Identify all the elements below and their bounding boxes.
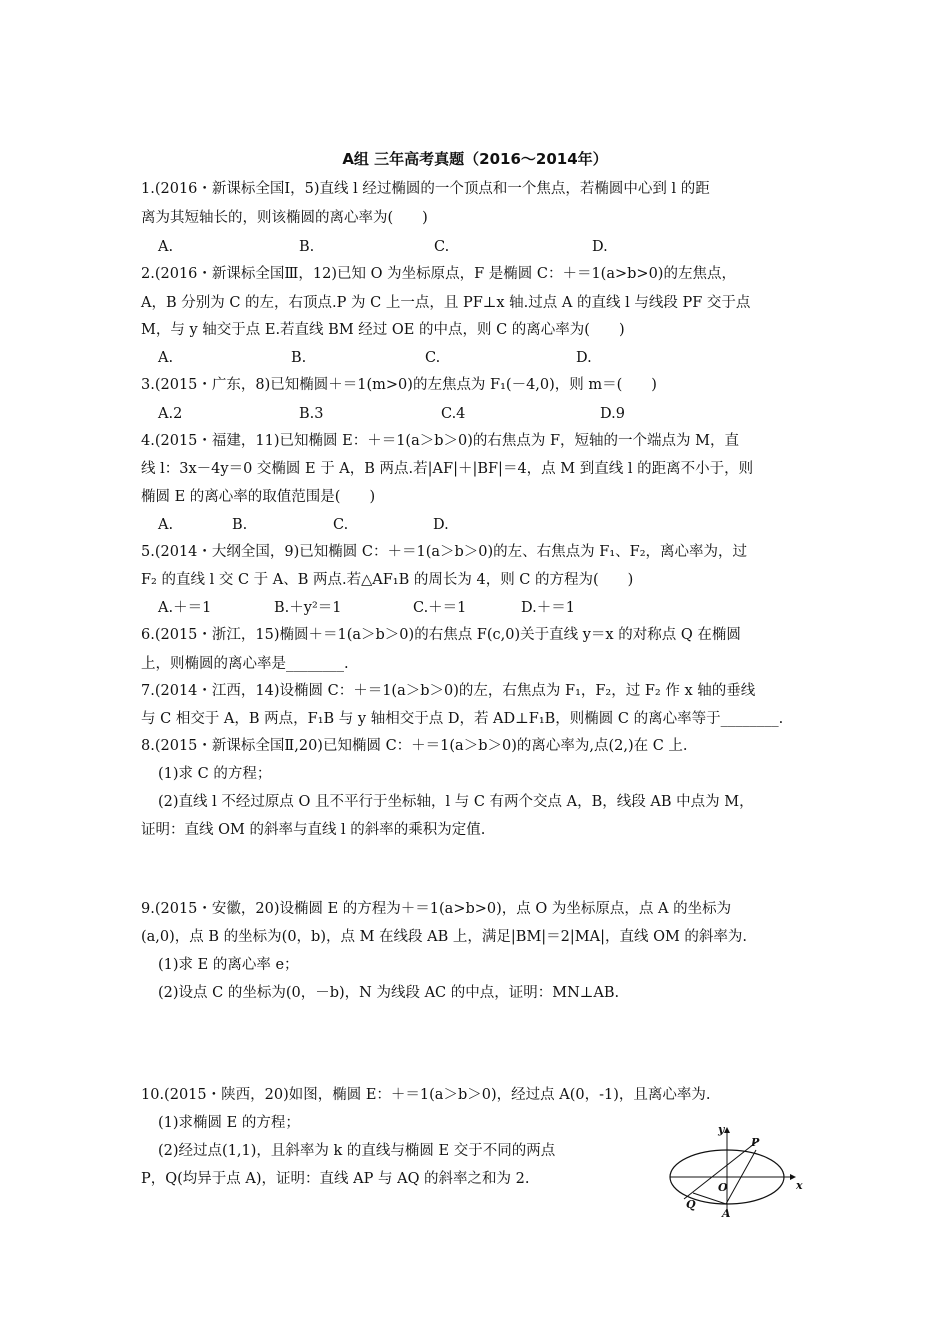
problem-7-line-1: 7.(2014・江西，14)设椭圆 C：＋＝1(a＞b＞0)的左，右焦点为 F₁，F₂，过 F₂ 作 x 轴的垂线: [141, 683, 756, 699]
problem-9-part-1: (1)求 E 的离心率 e；: [158, 957, 299, 973]
ellipse-diagram: [668, 1120, 808, 1220]
problem-3-option-c: C.4: [441, 406, 466, 422]
problem-3-option-a: A.2: [158, 406, 183, 422]
problem-1-option-b: B.: [299, 239, 315, 255]
ellipse-figure: [668, 1120, 808, 1220]
y-axis-arrow: [724, 1127, 730, 1133]
problem-9-line-2: (a,0)，点 B 的坐标为(0，b)，点 M 在线段 AB 上，满足|BM|＝2|MA|，直线 OM 的斜率为.: [141, 929, 748, 945]
problem-10-line-1: 10.(2015・陕西，20)如图，椭圆 E：＋＝1(a＞b＞0)，经过点 A(0，-1)，且离心率为.: [141, 1087, 711, 1103]
problem-4-line-3: 椭圆 E 的离心率的取值范围是( ): [141, 489, 376, 505]
problem-1-line-2: 离为其短轴长的，则该椭圆的离心率为( ): [141, 210, 428, 226]
problem-4-option-b: B.: [232, 517, 248, 533]
problem-2-line-1: 2.(2016・新课标全国Ⅲ，12)已知 O 为坐标原点，F 是椭圆 C：＋＝1(a>b>0)的左焦点，: [141, 266, 736, 282]
problem-6-line-1: 6.(2015・浙江，15)椭圆＋＝1(a＞b＞0)的右焦点 F(c,0)关于直线 y＝x 的对称点 Q 在椭圆: [141, 627, 741, 643]
problem-7-line-2: 与 C 相交于 A，B 两点，F₁B 与 y 轴相交于点 D，若 AD⊥F₁B，则椭圆 C 的离心率等于________.: [141, 711, 784, 727]
problem-4-line-1: 4.(2015・福建，11)已知椭圆 E：＋＝1(a＞b＞0)的右焦点为 F，短轴的一个端点为 M，直: [141, 433, 740, 449]
problem-1-option-d: D.: [592, 239, 608, 255]
problem-1-option-a: A.: [158, 239, 174, 255]
problem-6-line-2: 上，则椭圆的离心率是________.: [141, 656, 349, 672]
problem-8-line-1: 8.(2015・新课标全国Ⅱ,20)已知椭圆 C：＋＝1(a＞b＞0)的离心率为,点(2,)在 C 上.: [141, 738, 688, 754]
problem-2-option-d: D.: [576, 350, 592, 366]
problem-10-line-4: P，Q(均异于点 A)，证明：直线 AP 与 AQ 的斜率之和为 2.: [141, 1171, 530, 1187]
problem-2-option-c: C.: [425, 350, 441, 366]
problem-5-option-a: A.＋＝1: [158, 600, 212, 616]
problem-3-line-1: 3.(2015・广东，8)已知椭圆＋＝1(m>0)的左焦点为 F₁(－4,0)，则 m＝( ): [141, 377, 657, 393]
problem-1-option-c: C.: [434, 239, 450, 255]
problem-2-option-a: A.: [158, 350, 174, 366]
label-x: x: [796, 1179, 803, 1192]
problem-2-line-3: M，与 y 轴交于点 E.若直线 BM 经过 OE 的中点，则 C 的离心率为( ): [141, 322, 625, 338]
problem-8-part-2: (2)直线 l 不经过原点 O 且不平行于坐标轴，l 与 C 有两个交点 A，B，线段 AB 中点为 M，: [158, 794, 754, 810]
problem-8-line-4: 证明：直线 OM 的斜率与直线 l 的斜率的乘积为定值.: [141, 822, 486, 838]
label-a: A: [722, 1207, 731, 1220]
problem-9-line-1: 9.(2015・安徽，20)设椭圆 E 的方程为＋＝1(a>b>0)，点 O 为坐标原点，点 A 的坐标为: [141, 901, 732, 917]
problem-8-part-1: (1)求 C 的方程；: [158, 766, 272, 782]
problem-3-option-b: B.3: [299, 406, 324, 422]
problem-4-option-a: A.: [158, 517, 174, 533]
problem-10-part-1: (1)求椭圆 E 的方程；: [158, 1115, 300, 1131]
problem-5-option-d: D.＋＝1: [521, 600, 575, 616]
problem-1-line-1: 1.(2016・新课标全国Ⅰ，5)直线 l 经过椭圆的一个顶点和一个焦点，若椭圆中心到 l 的距: [141, 181, 710, 197]
label-y: y: [718, 1123, 725, 1136]
problem-9-part-2: (2)设点 C 的坐标为(0，－b)，N 为线段 AC 的中点，证明：MN⊥AB.: [158, 985, 620, 1001]
label-p: P: [751, 1136, 760, 1149]
problem-5-option-c: C.＋＝1: [413, 600, 467, 616]
page-title: A组 三年高考真题（2016～2014年）: [342, 150, 608, 168]
problem-3-option-d: D.9: [600, 406, 625, 422]
problem-10-part-2: (2)经过点(1,1)，且斜率为 k 的直线与椭圆 E 交于不同的两点: [158, 1143, 556, 1159]
label-q: Q: [686, 1198, 696, 1211]
problem-2-line-2: A，B 分别为 C 的左，右顶点.P 为 C 上一点，且 PF⊥x 轴.过点 A 的直线 l 与线段 PF 交于点: [141, 295, 751, 311]
problem-4-option-c: C.: [333, 517, 349, 533]
label-o: O: [718, 1181, 728, 1194]
problem-4-option-d: D.: [433, 517, 449, 533]
problem-4-line-2: 线 l：3x－4y＝0 交椭圆 E 于 A，B 两点.若|AF|＋|BF|＝4，点 M 到直线 l 的距离不小于，则: [141, 461, 754, 477]
problem-5-line-2: F₂ 的直线 l 交 C 于 A、B 两点.若△AF₁B 的周长为 4，则 C 的方程为( ): [141, 572, 634, 588]
problem-2-option-b: B.: [291, 350, 307, 366]
problem-5-line-1: 5.(2014・大纲全国，9)已知椭圆 C：＋＝1(a＞b＞0)的左、右焦点为 F₁、F₂，离心率为，过: [141, 544, 748, 560]
problem-5-option-b: B.＋y²＝1: [274, 600, 342, 616]
